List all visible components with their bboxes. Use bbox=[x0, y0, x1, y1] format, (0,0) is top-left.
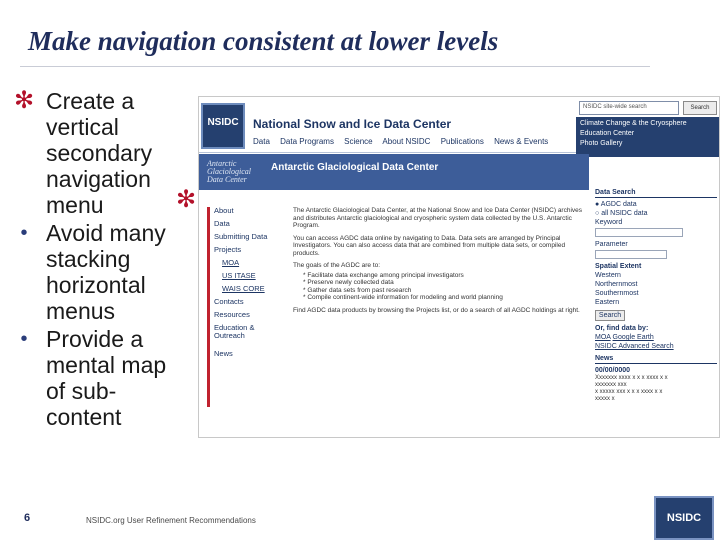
sidebar-search-button[interactable]: Search bbox=[595, 310, 625, 321]
bullet-text: Provide a mental map of sub-content bbox=[46, 326, 167, 430]
body-paragraph: The Antarctic Glaciological Data Center, at the National Snow and Ice Data Center (NSIDC) archives and distributes Antarctic glaciological and cryospheric system data collected by the U.S. Antarctic Program. bbox=[293, 207, 583, 229]
news-date: 00/00/0000 bbox=[595, 367, 631, 374]
radio-label: all NSIDC data bbox=[601, 210, 648, 217]
parameter-label: Parameter bbox=[595, 241, 628, 248]
news-line: Xxxxxxx xxxx x x x xxxx x x bbox=[595, 375, 668, 381]
news-line: x xxxxx xxx x x x xxxx x x bbox=[595, 389, 663, 395]
data-search-heading: Data Search bbox=[595, 188, 717, 198]
secondary-nav-subitem[interactable]: MOA bbox=[222, 259, 240, 267]
northernmost-label: Northernmost bbox=[595, 281, 638, 288]
body-paragraph: The goals of the AGDC are to: bbox=[293, 262, 381, 269]
bullet-text: Create a vertical secondary navigation menu bbox=[46, 88, 153, 218]
top-nav-item[interactable]: Publications bbox=[440, 137, 484, 146]
body-list-item: * Preserve newly collected data bbox=[303, 279, 394, 286]
page-content bbox=[199, 197, 589, 417]
nsidc-footer-logo: NSIDC bbox=[654, 496, 714, 540]
news-line: xxxxx x bbox=[595, 396, 615, 402]
star-icon: ✻ bbox=[176, 186, 197, 213]
eastern-field[interactable] bbox=[595, 298, 717, 307]
parameter-select[interactable] bbox=[595, 250, 667, 259]
body-list-item: * Facilitate data exchange among principal investigators bbox=[303, 271, 464, 279]
find-link[interactable]: Google Earth bbox=[612, 334, 654, 341]
bullet-text: Avoid many stacking horizontal menus bbox=[46, 220, 166, 324]
secondary-nav-item[interactable]: Contacts bbox=[214, 298, 244, 306]
secondary-nav-item[interactable]: Submitting Data bbox=[214, 233, 268, 241]
agdc-title: Antarctic Glaciological Data Center bbox=[271, 162, 439, 173]
secondary-nav-item[interactable]: About bbox=[214, 207, 234, 215]
body-paragraph: You can access AGDC data online by navigating to Data. Data sets are arranged by Principal Investigators. You can also access data that are combined from multiple data sets, or compiled products. bbox=[293, 234, 566, 257]
secondary-nav-item[interactable]: Data bbox=[214, 220, 230, 228]
footer-text: NSIDC.org User Refinement Recommendations bbox=[86, 516, 256, 525]
bullet-dot-icon: • bbox=[20, 222, 28, 244]
top-nav-item[interactable]: Data bbox=[253, 137, 270, 146]
secondary-nav bbox=[207, 207, 279, 407]
promo-links bbox=[576, 117, 720, 157]
agdc-banner bbox=[199, 154, 589, 190]
western-field[interactable] bbox=[595, 271, 717, 280]
promo-link[interactable]: Education Center bbox=[580, 130, 635, 137]
eastern-label: Eastern bbox=[595, 299, 620, 306]
find-links bbox=[595, 333, 717, 342]
org-name[interactable]: National Snow and Ice Data Center bbox=[253, 117, 452, 131]
western-label: Western bbox=[595, 272, 621, 279]
secondary-nav-item[interactable]: Projects bbox=[214, 246, 242, 254]
website-screenshot bbox=[198, 96, 720, 438]
body-paragraph: Find AGDC data products by browsing the Projects list, or do a search of all AGDC holdings at right. bbox=[293, 306, 580, 314]
top-nav bbox=[253, 137, 556, 146]
secondary-nav-subitem[interactable]: WAIS CORE bbox=[222, 285, 265, 293]
southernmost-field[interactable] bbox=[595, 289, 717, 298]
southernmost-label: Southernmost bbox=[595, 290, 639, 297]
secondary-nav-item[interactable]: Education & Outreach bbox=[214, 324, 255, 340]
agdc-logo[interactable]: Antarctic Glaciological Data Center bbox=[207, 159, 251, 184]
site-header bbox=[199, 97, 720, 153]
top-nav-item[interactable]: Data Programs bbox=[280, 137, 334, 146]
top-nav-item[interactable]: About NSIDC bbox=[382, 137, 431, 146]
find-link[interactable]: NSIDC Advanced Search bbox=[595, 343, 674, 350]
keyword-input[interactable] bbox=[595, 228, 683, 237]
bullet-dot-icon: • bbox=[20, 328, 28, 350]
search-sidebar bbox=[591, 188, 720, 438]
site-search-input[interactable]: NSIDC site-wide search bbox=[579, 101, 679, 115]
or-find-label: Or, find data by: bbox=[595, 325, 649, 332]
radio-agdc-data[interactable]: ● AGDC data bbox=[595, 201, 637, 208]
body-list-item: * Compile continent-wide information for modeling and world planning bbox=[303, 294, 503, 301]
promo-link[interactable]: Photo Gallery bbox=[580, 140, 623, 147]
news-heading: News bbox=[595, 354, 717, 364]
top-nav-item[interactable]: Science bbox=[344, 137, 373, 146]
slide-title: Make navigation consistent at lower levels bbox=[28, 26, 499, 56]
news-line: xxxxxxx xxx bbox=[595, 382, 627, 388]
star-icon: ✻ bbox=[13, 87, 35, 114]
bullet-item bbox=[6, 220, 178, 324]
bullet-item bbox=[6, 326, 178, 430]
page-number: 6 bbox=[24, 512, 31, 524]
top-nav-item[interactable]: News & Events bbox=[494, 137, 549, 146]
site-search-button[interactable]: Search bbox=[683, 101, 717, 115]
secondary-nav-item[interactable]: Resources bbox=[214, 311, 250, 319]
secondary-nav-subitem[interactable]: US ITASE bbox=[222, 272, 256, 280]
radio-all-nsidc-data[interactable]: ○ all NSIDC data bbox=[595, 210, 648, 217]
body-list-item: * Gather data sets from past research bbox=[303, 286, 412, 294]
northernmost-field[interactable] bbox=[595, 280, 717, 289]
nsidc-logo[interactable]: NSIDC bbox=[201, 103, 245, 149]
spatial-extent-heading: Spatial Extent bbox=[595, 263, 642, 270]
body-text bbox=[293, 207, 583, 319]
secondary-nav-item[interactable]: News bbox=[214, 350, 233, 358]
title-divider bbox=[20, 66, 650, 67]
promo-link[interactable]: Climate Change & the Cryosphere bbox=[580, 120, 687, 127]
radio-label: AGDC data bbox=[600, 201, 637, 208]
keyword-label: Keyword bbox=[595, 219, 623, 226]
find-link[interactable]: MOA bbox=[595, 334, 611, 341]
bullet-list bbox=[6, 88, 178, 430]
bullet-item bbox=[6, 88, 178, 218]
